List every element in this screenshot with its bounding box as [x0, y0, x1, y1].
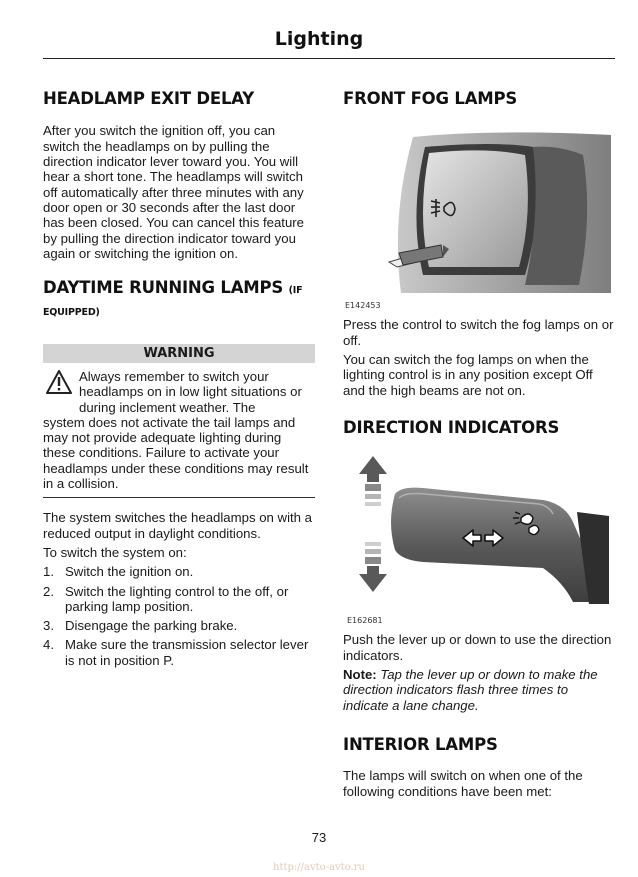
front-fog-lamps-heading: FRONT FOG LAMPS: [343, 89, 518, 108]
warning-triangle-icon: [45, 369, 73, 395]
warning-box: [43, 369, 315, 491]
interior-lamps-para: The lamps will switch on when one of the following conditions have been met:: [343, 768, 583, 799]
headlamp-exit-delay-body: After you switch the ignition off, you can switch the headlamps on by pulling the direction indicator lever toward you. You will hear a short tone. The headlamps will switch off automatically after three minutes with any door open or 30 seconds after the last door has been closed. You can cancel this feature by pulling the direction indicator toward you again or switching the ignition on.: [43, 123, 305, 261]
source-watermark: http://avto-avto.ru: [273, 862, 365, 873]
warning-bottom-rule: [43, 497, 315, 498]
fog-lamp-figure: [343, 125, 615, 311]
fog-lamp-figure-caption: E142453: [345, 301, 381, 311]
list-item: 1. Switch the ignition on.: [43, 564, 194, 580]
daytime-running-lamps-heading: [43, 277, 315, 320]
if-equipped-label: (IF EQUIPPED): [43, 285, 303, 318]
right-column: [343, 88, 615, 799]
drl-steps-list: [43, 564, 315, 668]
page-title: Lighting: [274, 28, 364, 50]
list-item: 4. Make sure the transmission selector lever is not in position P.: [43, 637, 309, 668]
left-column: [43, 88, 315, 672]
fog-lamps-para-2: You can switch the fog lamps on when the lighting control is in any position except Off and the high beams are not on.: [343, 352, 593, 398]
direction-indicators-note: [343, 667, 615, 713]
list-item: 2. Switch the lighting control to the off, or parking lamp position.: [43, 583, 289, 614]
lever-down-arrow-icon: [359, 542, 387, 592]
headlamp-exit-delay-heading: HEADLAMP EXIT DELAY: [43, 89, 255, 108]
direction-indicator-figure: [343, 452, 615, 626]
fog-lamps-para-1: Press the control to switch the fog lamps on or off.: [343, 317, 614, 348]
daytime-running-lamps-title: DAYTIME RUNNING LAMPS: [43, 278, 284, 298]
note-label: Note:: [343, 666, 377, 682]
warning-banner: WARNING: [43, 344, 315, 363]
interior-lamps-heading: INTERIOR LAMPS: [343, 734, 498, 754]
direction-indicators-heading: DIRECTION INDICATORS: [343, 417, 560, 437]
page-number: 73: [311, 830, 327, 845]
warning-text-indented: Always remember to switch your headlamps on in low light situations or during inclement weather. The: [79, 368, 302, 415]
indicator-lever-illustration: [343, 452, 615, 610]
title-divider: [43, 58, 615, 59]
warning-text-rest: system does not activate the tail lamps and may not provide adequate lighting during these conditions. Failure to activate your headlamps under these conditions may result in a collision.: [43, 414, 309, 492]
list-item: 3. Disengage the parking brake.: [43, 618, 238, 634]
lever-up-arrow-icon: [359, 456, 387, 506]
note-text: Tap the lever up or down to make the direction indicators flash three times to indicate a lane change.: [343, 666, 598, 713]
fog-lamp-switch-illustration: [343, 125, 615, 295]
drl-intro: The system switches the headlamps on with a reduced output in daylight conditions.: [43, 510, 313, 541]
drl-steps-intro: To switch the system on:: [43, 544, 187, 560]
direction-indicator-figure-caption: E162681: [347, 616, 383, 626]
direction-indicators-para: Push the lever up or down to use the direction indicators.: [343, 632, 612, 663]
